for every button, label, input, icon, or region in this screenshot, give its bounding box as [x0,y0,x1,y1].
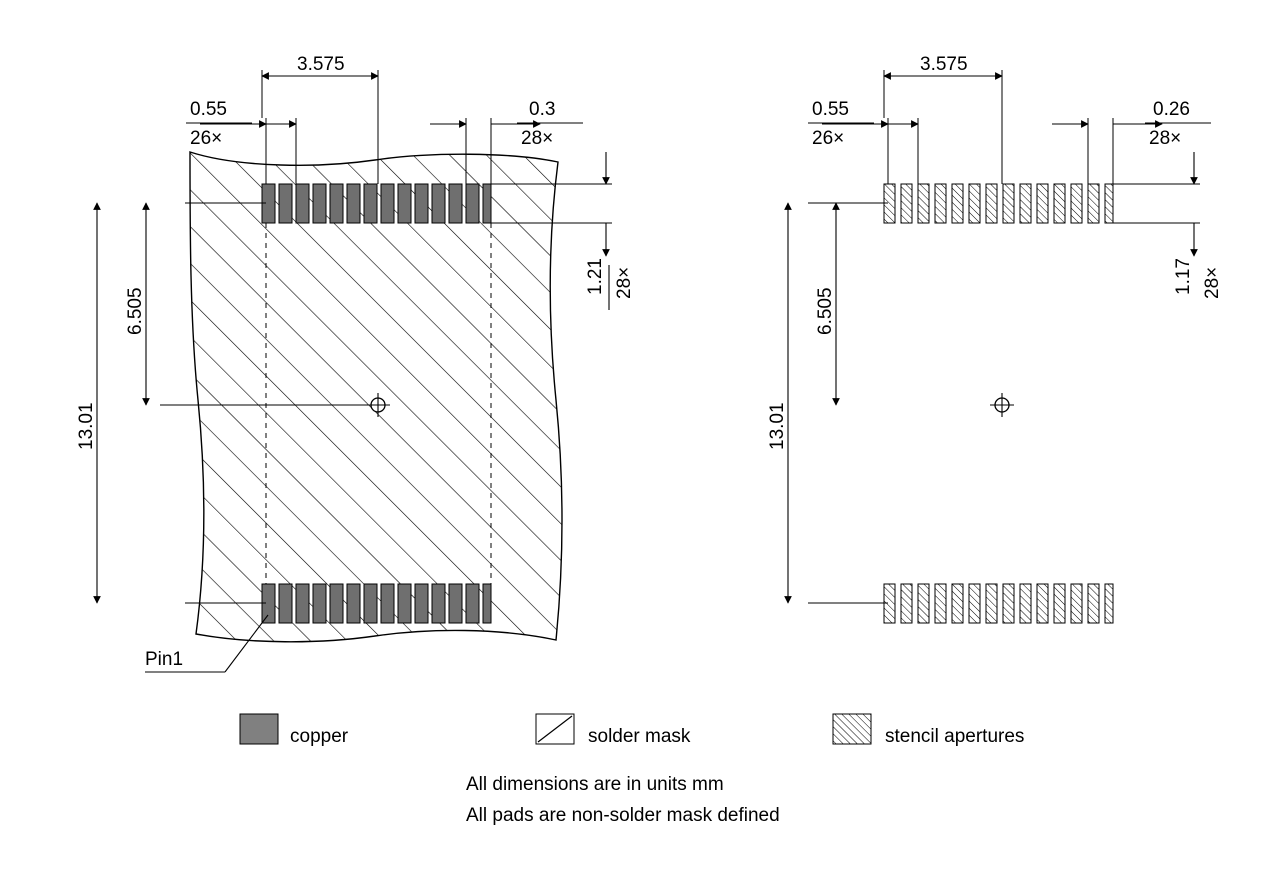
legend-swatch-stencil-apertures [833,714,871,744]
notes [466,774,780,826]
dim-pad-length-count-right: 28× [1202,266,1223,299]
legend-label-copper: copper [290,726,349,747]
dimension-labels-right [767,54,1223,450]
note-line-2: All pads are non-solder mask defined [466,805,780,826]
copper-pad-row-bottom [262,584,491,623]
legend-label-solder-mask: solder mask [588,726,691,747]
dim-pitch-top-value-right: 3.575 [920,54,968,75]
pin1-label: Pin1 [145,649,184,670]
dim-pad-width-right-count-right: 28× [1149,128,1182,149]
legend-swatch-copper [240,714,278,744]
stencil-aperture-row-bottom [884,584,1113,623]
dim-pad-width-right-value: 0.3 [529,99,556,120]
dim-row-spacing-value: 6.505 [125,287,146,335]
dim-pad-width-left-count-right: 26× [812,128,845,149]
dim-pad-width-left-value-right: 0.55 [812,99,849,120]
dim-pad-length-value: 1.21 [585,258,606,295]
solder-mask-body [190,152,562,642]
note-line-1: All dimensions are in units mm [466,774,724,795]
origin-marker-right [990,393,1014,417]
legend-label-stencil-apertures: stencil apertures [885,726,1025,747]
dim-body-height-value-right: 13.01 [767,402,788,450]
dim-pitch-top-value: 3.575 [297,54,345,75]
dim-pad-width-left-count: 26× [190,128,223,149]
copper-pad-row-top [262,184,491,223]
dim-pad-length-value-right: 1.17 [1173,258,1194,295]
dim-pad-width-left-value: 0.55 [190,99,227,120]
dim-row-spacing-value-right: 6.505 [815,287,836,335]
dimension-lines-right [788,76,1194,603]
dim-pad-width-right-count: 28× [521,128,554,149]
dim-pad-length-count: 28× [614,266,635,299]
dim-body-height-value: 13.01 [76,402,97,450]
extension-lines-right [808,70,1200,603]
legend [240,714,1024,747]
stencil-aperture-row-top [884,184,1113,223]
dim-pad-width-right-value-right: 0.26 [1153,99,1190,120]
